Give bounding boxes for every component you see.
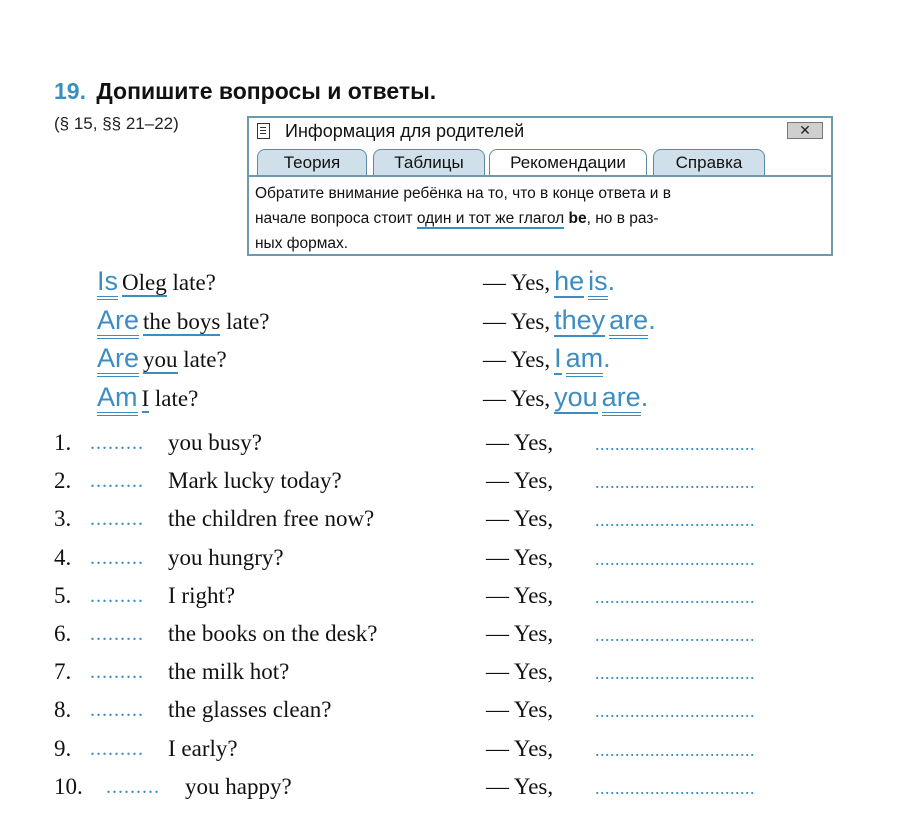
- question-blank[interactable]: .........: [90, 508, 144, 530]
- example-subject: you: [143, 347, 178, 372]
- task-number: 4.: [54, 545, 72, 570]
- task-number: 7.: [54, 659, 72, 684]
- parents-info-panel: [247, 116, 833, 256]
- example-answer-verb: are: [602, 382, 641, 416]
- answer-dash-yes: — Yes,: [486, 545, 554, 570]
- task-number: 6.: [54, 621, 72, 646]
- info-text-line-3: ных формах.: [255, 235, 349, 252]
- info-titlebar: [249, 118, 831, 146]
- answer-dash-yes: — Yes,: [486, 659, 554, 684]
- task-number: 8.: [54, 697, 72, 722]
- answer-blank[interactable]: ................................: [595, 587, 755, 607]
- question-text: the milk hot?: [168, 659, 290, 684]
- answer-dash-yes: — Yes,: [486, 774, 554, 799]
- example-rest: late?: [149, 386, 199, 411]
- info-title: Информация для родителей: [285, 121, 525, 141]
- example-rest: late?: [220, 309, 270, 334]
- exercise-number: 19.: [54, 78, 86, 104]
- example-answer-end: .: [640, 382, 649, 412]
- info-text-be: be: [564, 210, 587, 227]
- example-question: [97, 382, 198, 418]
- question-text: I right?: [168, 583, 236, 608]
- info-text-segment: начале вопроса стоит: [255, 210, 417, 227]
- answer-dash-yes: — Yes,: [486, 621, 554, 646]
- exercise-references: (§ 15, §§ 21–22): [54, 114, 179, 133]
- example-rest: late?: [177, 347, 227, 372]
- answer-blank[interactable]: ................................: [595, 663, 755, 683]
- answer-dash-yes: — Yes,: [486, 583, 554, 608]
- example-rest: late?: [166, 270, 216, 295]
- example-answer-end: .: [603, 343, 611, 373]
- question-blank[interactable]: .........: [106, 776, 160, 798]
- info-text-line-2: [255, 206, 825, 231]
- answer-blank[interactable]: ................................: [595, 740, 755, 760]
- info-tabs: [255, 149, 827, 175]
- question-blank[interactable]: .........: [90, 470, 144, 492]
- answer-dash-yes: — Yes,: [486, 506, 554, 531]
- example-dash-yes: — Yes,: [483, 347, 551, 372]
- question-text: the books on the desk?: [168, 621, 378, 646]
- example-answer-verb: are: [609, 305, 648, 339]
- question-text: Mark lucky today?: [168, 468, 342, 493]
- answer-dash-yes: — Yes,: [486, 697, 554, 722]
- answer-dash-yes: — Yes,: [486, 430, 554, 455]
- example-verb: Are: [97, 305, 139, 339]
- question-blank[interactable]: .........: [90, 699, 144, 721]
- question-blank[interactable]: .........: [90, 432, 144, 454]
- question-text: you hungry?: [168, 545, 284, 570]
- tab-theory[interactable]: Теория: [257, 149, 367, 175]
- question-text: the glasses clean?: [168, 697, 332, 722]
- example-answer: [483, 343, 611, 379]
- info-text-line-1: Обратите внимание ребёнка на то, что в конце ответа и в: [255, 185, 671, 202]
- task-number: 1.: [54, 430, 72, 455]
- question-blank[interactable]: .........: [90, 585, 144, 607]
- exercise-header: [54, 78, 436, 105]
- question-text: the children free now?: [168, 506, 375, 531]
- example-subject: the boys: [143, 309, 221, 334]
- question-text: you happy?: [185, 774, 292, 799]
- task-number: 3.: [54, 506, 72, 531]
- task-number: 5.: [54, 583, 72, 608]
- question-blank[interactable]: .........: [90, 661, 144, 683]
- answer-blank[interactable]: ................................: [595, 625, 755, 645]
- info-text-segment-end: , но в раз-: [586, 210, 659, 227]
- question-blank[interactable]: .........: [90, 623, 144, 645]
- answer-blank[interactable]: ................................: [595, 701, 755, 721]
- answer-dash-yes: — Yes,: [486, 736, 554, 761]
- tab-reference[interactable]: Справка: [653, 149, 765, 175]
- example-subject: Oleg: [122, 270, 167, 295]
- task-number: 10.: [54, 774, 83, 799]
- example-answer: [483, 382, 648, 418]
- question-blank[interactable]: .........: [90, 547, 144, 569]
- example-subject: I: [141, 386, 150, 411]
- example-question: [97, 266, 216, 302]
- example-answer-end: .: [607, 266, 616, 296]
- question-text: you busy?: [168, 430, 262, 455]
- answer-blank[interactable]: ................................: [595, 549, 755, 569]
- tab-recommendations[interactable]: Рекомендации: [489, 149, 647, 175]
- example-answer-subject: you: [554, 382, 598, 412]
- close-button[interactable]: ✕: [787, 122, 823, 139]
- exercise-title: Допишите вопросы и ответы.: [96, 78, 437, 104]
- example-answer: [483, 305, 656, 341]
- example-verb: Am: [97, 382, 138, 416]
- info-text: [255, 181, 825, 256]
- tab-tables[interactable]: Таблицы: [373, 149, 485, 175]
- info-text-underlined: один и тот же глагол: [416, 210, 565, 227]
- answer-blank[interactable]: ................................: [595, 778, 755, 798]
- answer-blank[interactable]: ................................: [595, 472, 755, 492]
- example-dash-yes: — Yes,: [483, 386, 551, 411]
- example-answer-subject: I: [554, 343, 562, 373]
- task-number: 2.: [54, 468, 72, 493]
- example-question: [97, 343, 227, 379]
- example-answer-verb: is: [588, 266, 608, 300]
- example-answer-subject: he: [554, 266, 585, 296]
- example-verb: Are: [97, 343, 139, 377]
- example-dash-yes: — Yes,: [483, 309, 551, 334]
- question-text: I early?: [168, 736, 238, 761]
- tabs-divider: [249, 175, 831, 177]
- task-number: 9.: [54, 736, 72, 761]
- example-verb: Is: [97, 266, 118, 300]
- example-answer: [483, 266, 615, 302]
- document-icon: [257, 123, 270, 139]
- example-question: [97, 305, 270, 341]
- example-answer-verb: am: [566, 343, 604, 377]
- example-answer-end: .: [648, 305, 656, 335]
- question-blank[interactable]: .........: [90, 738, 144, 760]
- example-dash-yes: — Yes,: [483, 270, 551, 295]
- answer-blank[interactable]: ................................: [595, 510, 755, 530]
- answer-blank[interactable]: ................................: [595, 434, 755, 454]
- example-answer-subject: they: [554, 305, 606, 335]
- answer-dash-yes: — Yes,: [486, 468, 554, 493]
